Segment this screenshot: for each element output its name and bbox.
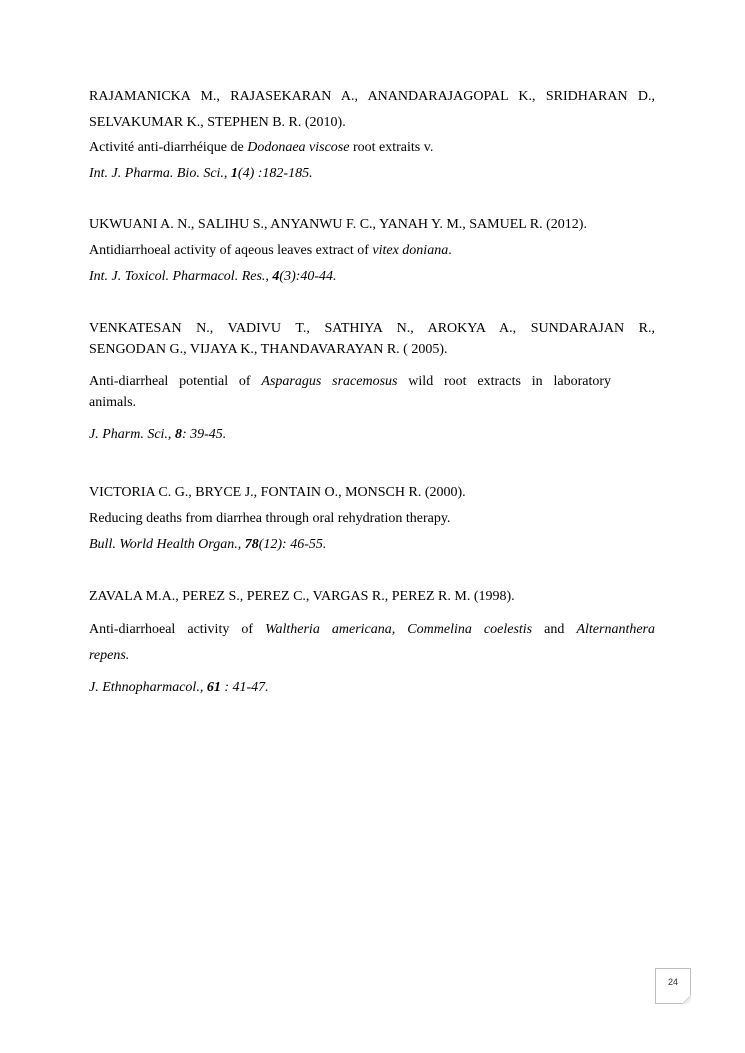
- reference-volume: 4: [272, 269, 280, 284]
- page-number-box: [655, 968, 691, 1004]
- reference-title: Activité anti-diarrhéique de Dodonaea viscose root extraits v.: [89, 140, 434, 155]
- reference-authors: ZAVALA M.A., PEREZ S., PEREZ C., VARGAS R., PEREZ R. M. (1998).: [89, 589, 515, 604]
- reference-authors: SENGODAN G., VIJAYA K., THANDAVARAYAN R. ( 2005).: [89, 342, 448, 357]
- reference-journal: Bull. World Health Organ., 78(12): 46-55.: [89, 537, 327, 552]
- species-name: repens.: [89, 648, 130, 663]
- reference-authors: RAJAMANICKA M., RAJASEKARAN A., ANANDARAJAGOPAL K., SRIDHARAN D.,: [89, 89, 655, 104]
- reference-journal: J. Pharm. Sci., 8: 39-45.: [89, 427, 227, 442]
- reference-journal: Int. J. Toxicol. Pharmacol. Res., 4(3):40-44.: [89, 269, 337, 284]
- reference-volume: 1: [230, 166, 238, 181]
- reference-title: Anti-diarrheal potential of Asparagus sracemosus wild root extracts in laboratory: [89, 374, 611, 389]
- reference-title: Anti-diarrhoeal activity of Waltheria americana, Commelina coelestis and Alternanthera: [89, 622, 655, 637]
- page-number: 24: [667, 977, 678, 987]
- species-name: Waltheria americana, Commelina coelestis: [265, 622, 533, 637]
- reference-title: Antidiarrhoeal activity of aqeous leaves extract of vitex doniana.: [89, 243, 452, 258]
- reference-authors: VICTORIA C. G., BRYCE J., FONTAIN O., MONSCH R. (2000).: [89, 485, 466, 500]
- species-name: Asparagus sracemosus: [261, 374, 398, 389]
- reference-volume: 78: [244, 537, 259, 552]
- reference-authors: UKWUANI A. N., SALIHU S., ANYANWU F. C., YANAH Y. M., SAMUEL R. (2012).: [89, 217, 587, 232]
- reference-authors: VENKATESAN N., VADIVU T., SATHIYA N., AROKYA A., SUNDARAJAN R.,: [89, 321, 655, 336]
- reference-volume: 61: [206, 680, 221, 695]
- species-name: Alternanthera: [576, 622, 655, 637]
- reference-journal: Int. J. Pharma. Bio. Sci., 1(4) :182-185.: [89, 166, 313, 181]
- reference-journal: J. Ethnopharmacol., 61 : 41-47.: [89, 680, 269, 695]
- reference-title: Reducing deaths from diarrhea through oral rehydration therapy.: [89, 511, 451, 526]
- species-name: vitex doniana: [372, 243, 449, 258]
- reference-authors: SELVAKUMAR K., STEPHEN B. R. (2010).: [89, 115, 346, 130]
- reference-volume: 8: [174, 427, 182, 442]
- species-name: Dodonaea viscose: [247, 140, 350, 155]
- reference-title-cont: animals.: [89, 395, 137, 410]
- page-curl-icon: [682, 995, 691, 1004]
